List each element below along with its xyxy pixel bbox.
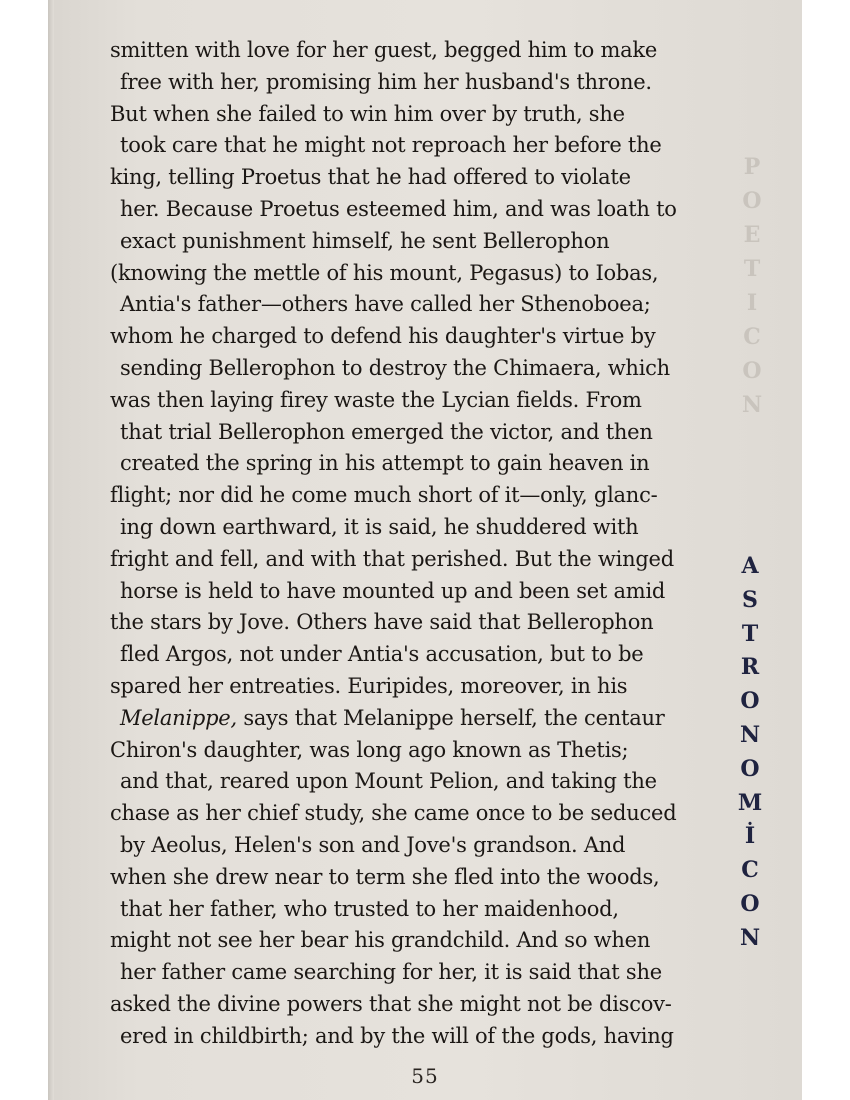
page-number: 55 <box>411 1064 439 1088</box>
title-letter: C <box>741 857 759 884</box>
text-line: chase as her chief study, she came once to be seduced <box>110 801 677 826</box>
text-line: flight; nor did he come much short of it—only, glanc- <box>110 483 658 508</box>
text-line: smitten with love for her guest, begged him to make <box>110 38 658 62</box>
text-line: her. Because Proetus esteemed him, and was loath to <box>120 196 677 221</box>
text-line: spared her entreaties. Euripides, moreover, in his <box>110 673 628 698</box>
running-title-vertical <box>730 550 770 956</box>
text-line: (knowing the mettle of his mount, Pegasus) to Iobas, <box>110 260 659 285</box>
text-line: was then laying firey waste the Lycian fields. From <box>110 387 642 412</box>
text-line: horse is held to have mounted up and been set amid <box>120 578 666 603</box>
text-line: when she drew near to term she fled into the woods, <box>110 864 660 889</box>
italic-title: Melanippe, <box>120 705 237 730</box>
title-letter: M <box>737 789 763 816</box>
text-line-rest: says that Melanippe herself, the centaur <box>243 705 665 730</box>
text-line: took care that he might not reproach her before the <box>120 133 662 158</box>
title-letter: N <box>739 924 761 951</box>
text-line: created the spring in his attempt to gain heaven in <box>120 451 650 476</box>
title-letter: O <box>740 890 760 917</box>
title-letter: N <box>739 721 761 748</box>
body-text <box>110 35 710 1053</box>
title-letter: S <box>742 586 758 613</box>
title-letter: O <box>740 688 760 715</box>
text-line: ered in childbirth; and by the will of the gods, having <box>120 1023 674 1048</box>
text-line: free with her, promising him her husband's throne. <box>120 69 652 94</box>
title-letter: O <box>740 755 760 782</box>
title-letter: A <box>741 553 759 579</box>
text-line: and that, reared upon Mount Pelion, and taking the <box>120 769 657 794</box>
text-line: asked the divine powers that she might not be discov- <box>110 991 672 1016</box>
text-line: fright and fell, and with that perished. But the winged <box>110 546 674 571</box>
title-letter: T <box>741 620 759 647</box>
text-line: exact punishment himself, he sent Bellerophon <box>120 228 610 253</box>
text-line: Antia's father—others have called her Sthenoboea; <box>120 292 651 317</box>
bleed-through-text: P O E T I C O N <box>741 154 763 418</box>
text-line: the stars by Jove. Others have said that Bellerophon <box>110 610 654 635</box>
text-line: king, telling Proetus that he had offered to violate <box>110 165 631 190</box>
text-line: Chiron's daughter, was long ago known as Thetis; <box>110 737 629 762</box>
title-letter: R <box>740 654 760 681</box>
title-letter: İ <box>744 823 756 850</box>
text-line: her father came searching for her, it is said that she <box>120 960 662 985</box>
text-line: sending Bellerophon to destroy the Chimaera, which <box>120 355 670 380</box>
book-page-photo <box>48 0 802 1100</box>
text-line: fled Argos, not under Antia's accusation, but to be <box>120 642 644 667</box>
text-line: that her father, who trusted to her maidenhood, <box>120 896 619 921</box>
text-line: whom he charged to defend his daughter's virtue by <box>110 324 656 349</box>
text-line <box>110 703 710 735</box>
page-gutter-shadow <box>48 0 54 1100</box>
text-line: ing down earthward, it is said, he shuddered with <box>120 514 639 539</box>
text-line: that trial Bellerophon emerged the victor, and then <box>120 419 653 444</box>
text-line: might not see her bear his grandchild. And so when <box>110 928 651 953</box>
text-line: But when she failed to win him over by truth, she <box>110 101 625 126</box>
text-line: by Aeolus, Helen's son and Jove's grandson. And <box>120 832 626 857</box>
